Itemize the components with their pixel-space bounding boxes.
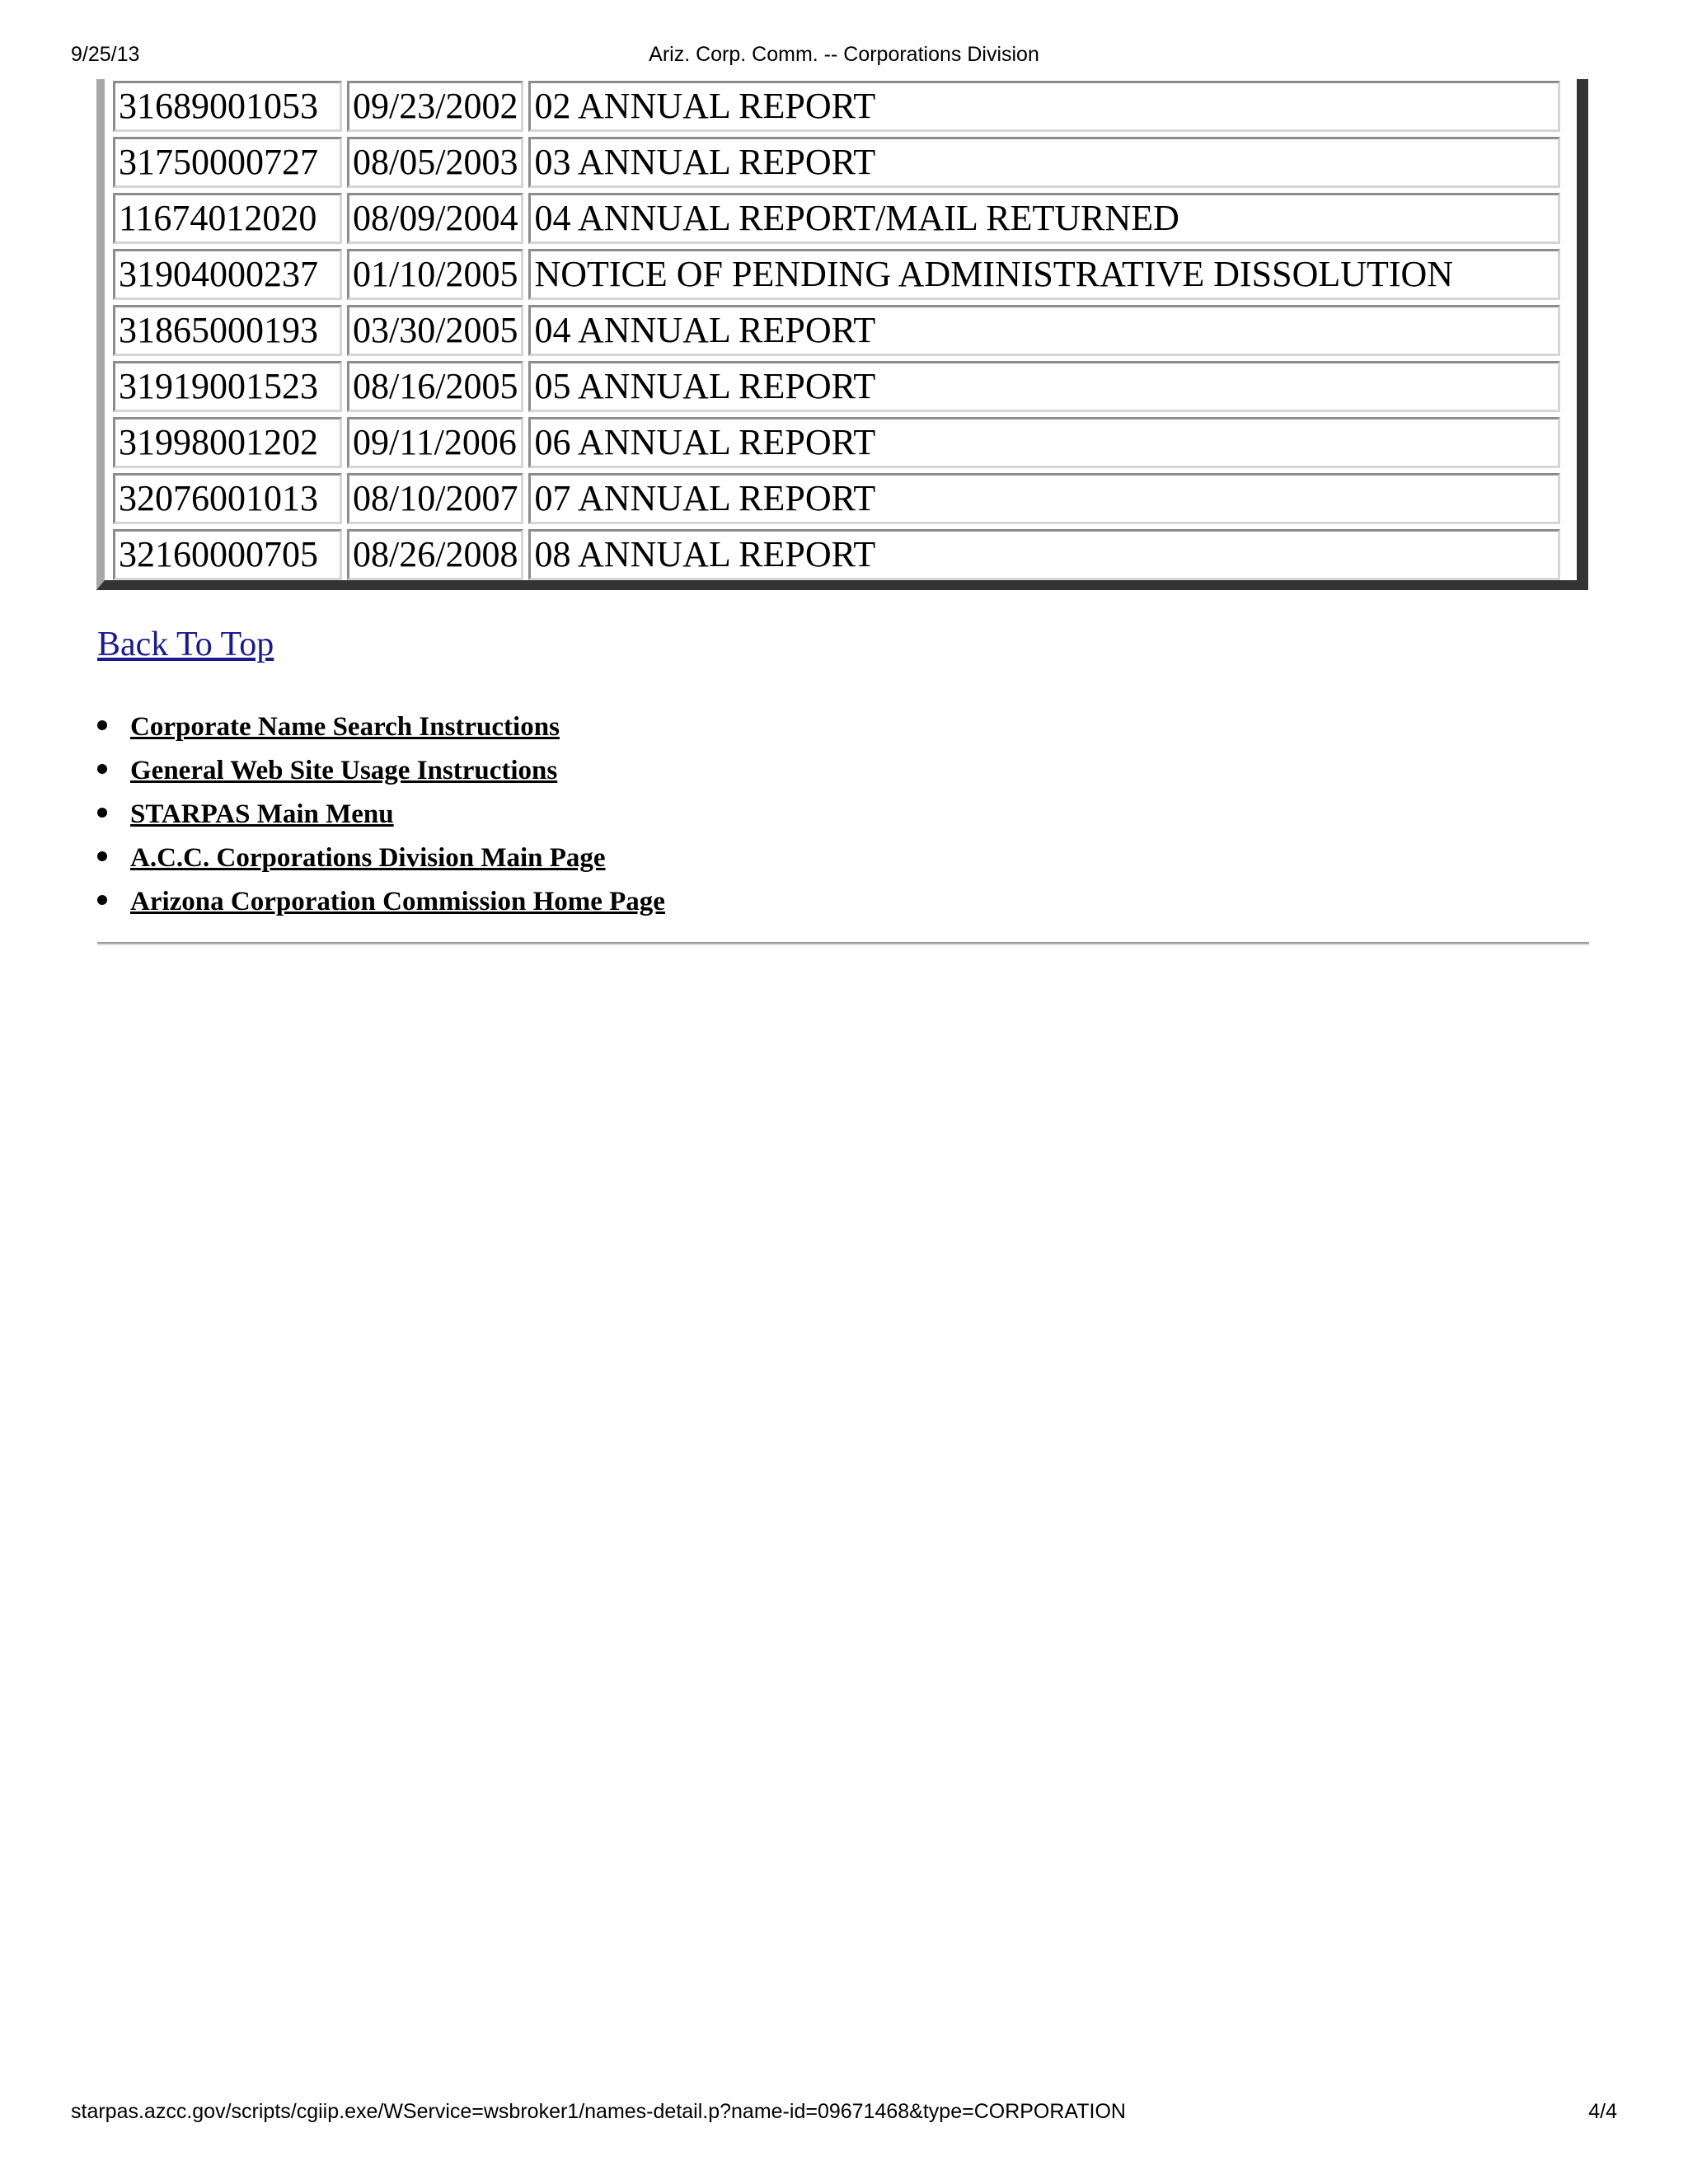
table-row	[113, 249, 1560, 300]
filing-date-cell: 08/26/2008	[347, 529, 523, 580]
filing-date-cell: 09/23/2002	[347, 81, 523, 132]
filing-number-cell: 31689001053	[113, 81, 342, 132]
bullet-icon	[97, 808, 107, 818]
table-row	[113, 193, 1560, 244]
filing-number-cell: 31998001202	[113, 417, 342, 468]
filing-number-cell: 32160000705	[113, 529, 342, 580]
filing-number-cell: 32076001013	[113, 473, 342, 524]
filing-description-cell: 04 ANNUAL REPORT/MAIL RETURNED	[528, 193, 1560, 244]
filing-date-cell: 08/10/2007	[347, 473, 523, 524]
bullet-icon	[97, 764, 107, 774]
table-row	[113, 529, 1560, 580]
filing-date-cell: 08/05/2003	[347, 137, 523, 188]
table-row	[113, 137, 1560, 188]
list-item	[97, 705, 665, 749]
corporations-division-main-page-link[interactable]: A.C.C. Corporations Division Main Page	[130, 843, 606, 873]
print-header	[0, 43, 1688, 73]
table-row	[113, 417, 1560, 468]
horizontal-divider	[97, 942, 1589, 945]
filing-date-cell: 01/10/2005	[347, 249, 523, 300]
starpas-main-menu-link[interactable]: STARPAS Main Menu	[130, 799, 394, 829]
filing-description-cell: NOTICE OF PENDING ADMINISTRATIVE DISSOLUTION	[528, 249, 1560, 300]
bullet-icon	[97, 895, 107, 905]
list-item	[97, 749, 665, 793]
filing-description-cell: 06 ANNUAL REPORT	[528, 417, 1560, 468]
filing-description-cell: 03 ANNUAL REPORT	[528, 137, 1560, 188]
filing-description-cell: 04 ANNUAL REPORT	[528, 305, 1560, 356]
filings-table	[108, 76, 1565, 585]
footer-links-list	[97, 705, 665, 924]
commission-home-page-link[interactable]: Arizona Corporation Commission Home Page	[130, 887, 665, 916]
general-web-site-usage-instructions-link[interactable]: General Web Site Usage Instructions	[130, 756, 558, 785]
list-item	[97, 880, 665, 924]
filing-number-cell: 31865000193	[113, 305, 342, 356]
page-url: starpas.azcc.gov/scripts/cgiip.exe/WService=wsbroker1/names-detail.p?name-id=09671468&type=CORPORATION	[71, 2100, 1126, 2123]
filings-table-frame	[96, 79, 1588, 590]
print-date: 9/25/13	[71, 43, 140, 66]
print-footer	[0, 2100, 1688, 2130]
filing-description-cell: 08 ANNUAL REPORT	[528, 529, 1560, 580]
filing-date-cell: 09/11/2006	[347, 417, 523, 468]
table-row	[113, 361, 1560, 412]
table-row	[113, 305, 1560, 356]
filing-date-cell: 03/30/2005	[347, 305, 523, 356]
filing-number-cell: 31750000727	[113, 137, 342, 188]
filing-description-cell: 05 ANNUAL REPORT	[528, 361, 1560, 412]
bullet-icon	[97, 851, 107, 861]
filing-description-cell: 02 ANNUAL REPORT	[528, 81, 1560, 132]
list-item	[97, 793, 665, 837]
table-row	[113, 81, 1560, 132]
filing-description-cell: 07 ANNUAL REPORT	[528, 473, 1560, 524]
bullet-icon	[97, 720, 107, 730]
filing-date-cell: 08/16/2005	[347, 361, 523, 412]
filing-date-cell: 08/09/2004	[347, 193, 523, 244]
list-item	[97, 837, 665, 880]
back-to-top-link[interactable]: Back To Top	[97, 626, 274, 663]
page-title: Ariz. Corp. Comm. -- Corporations Division	[649, 43, 1039, 66]
filing-number-cell: 31919001523	[113, 361, 342, 412]
page-number: 4/4	[1588, 2100, 1617, 2123]
filing-number-cell: 31904000237	[113, 249, 342, 300]
corporate-name-search-instructions-link[interactable]: Corporate Name Search Instructions	[130, 712, 560, 742]
filing-number-cell: 11674012020	[113, 193, 342, 244]
table-row	[113, 473, 1560, 524]
